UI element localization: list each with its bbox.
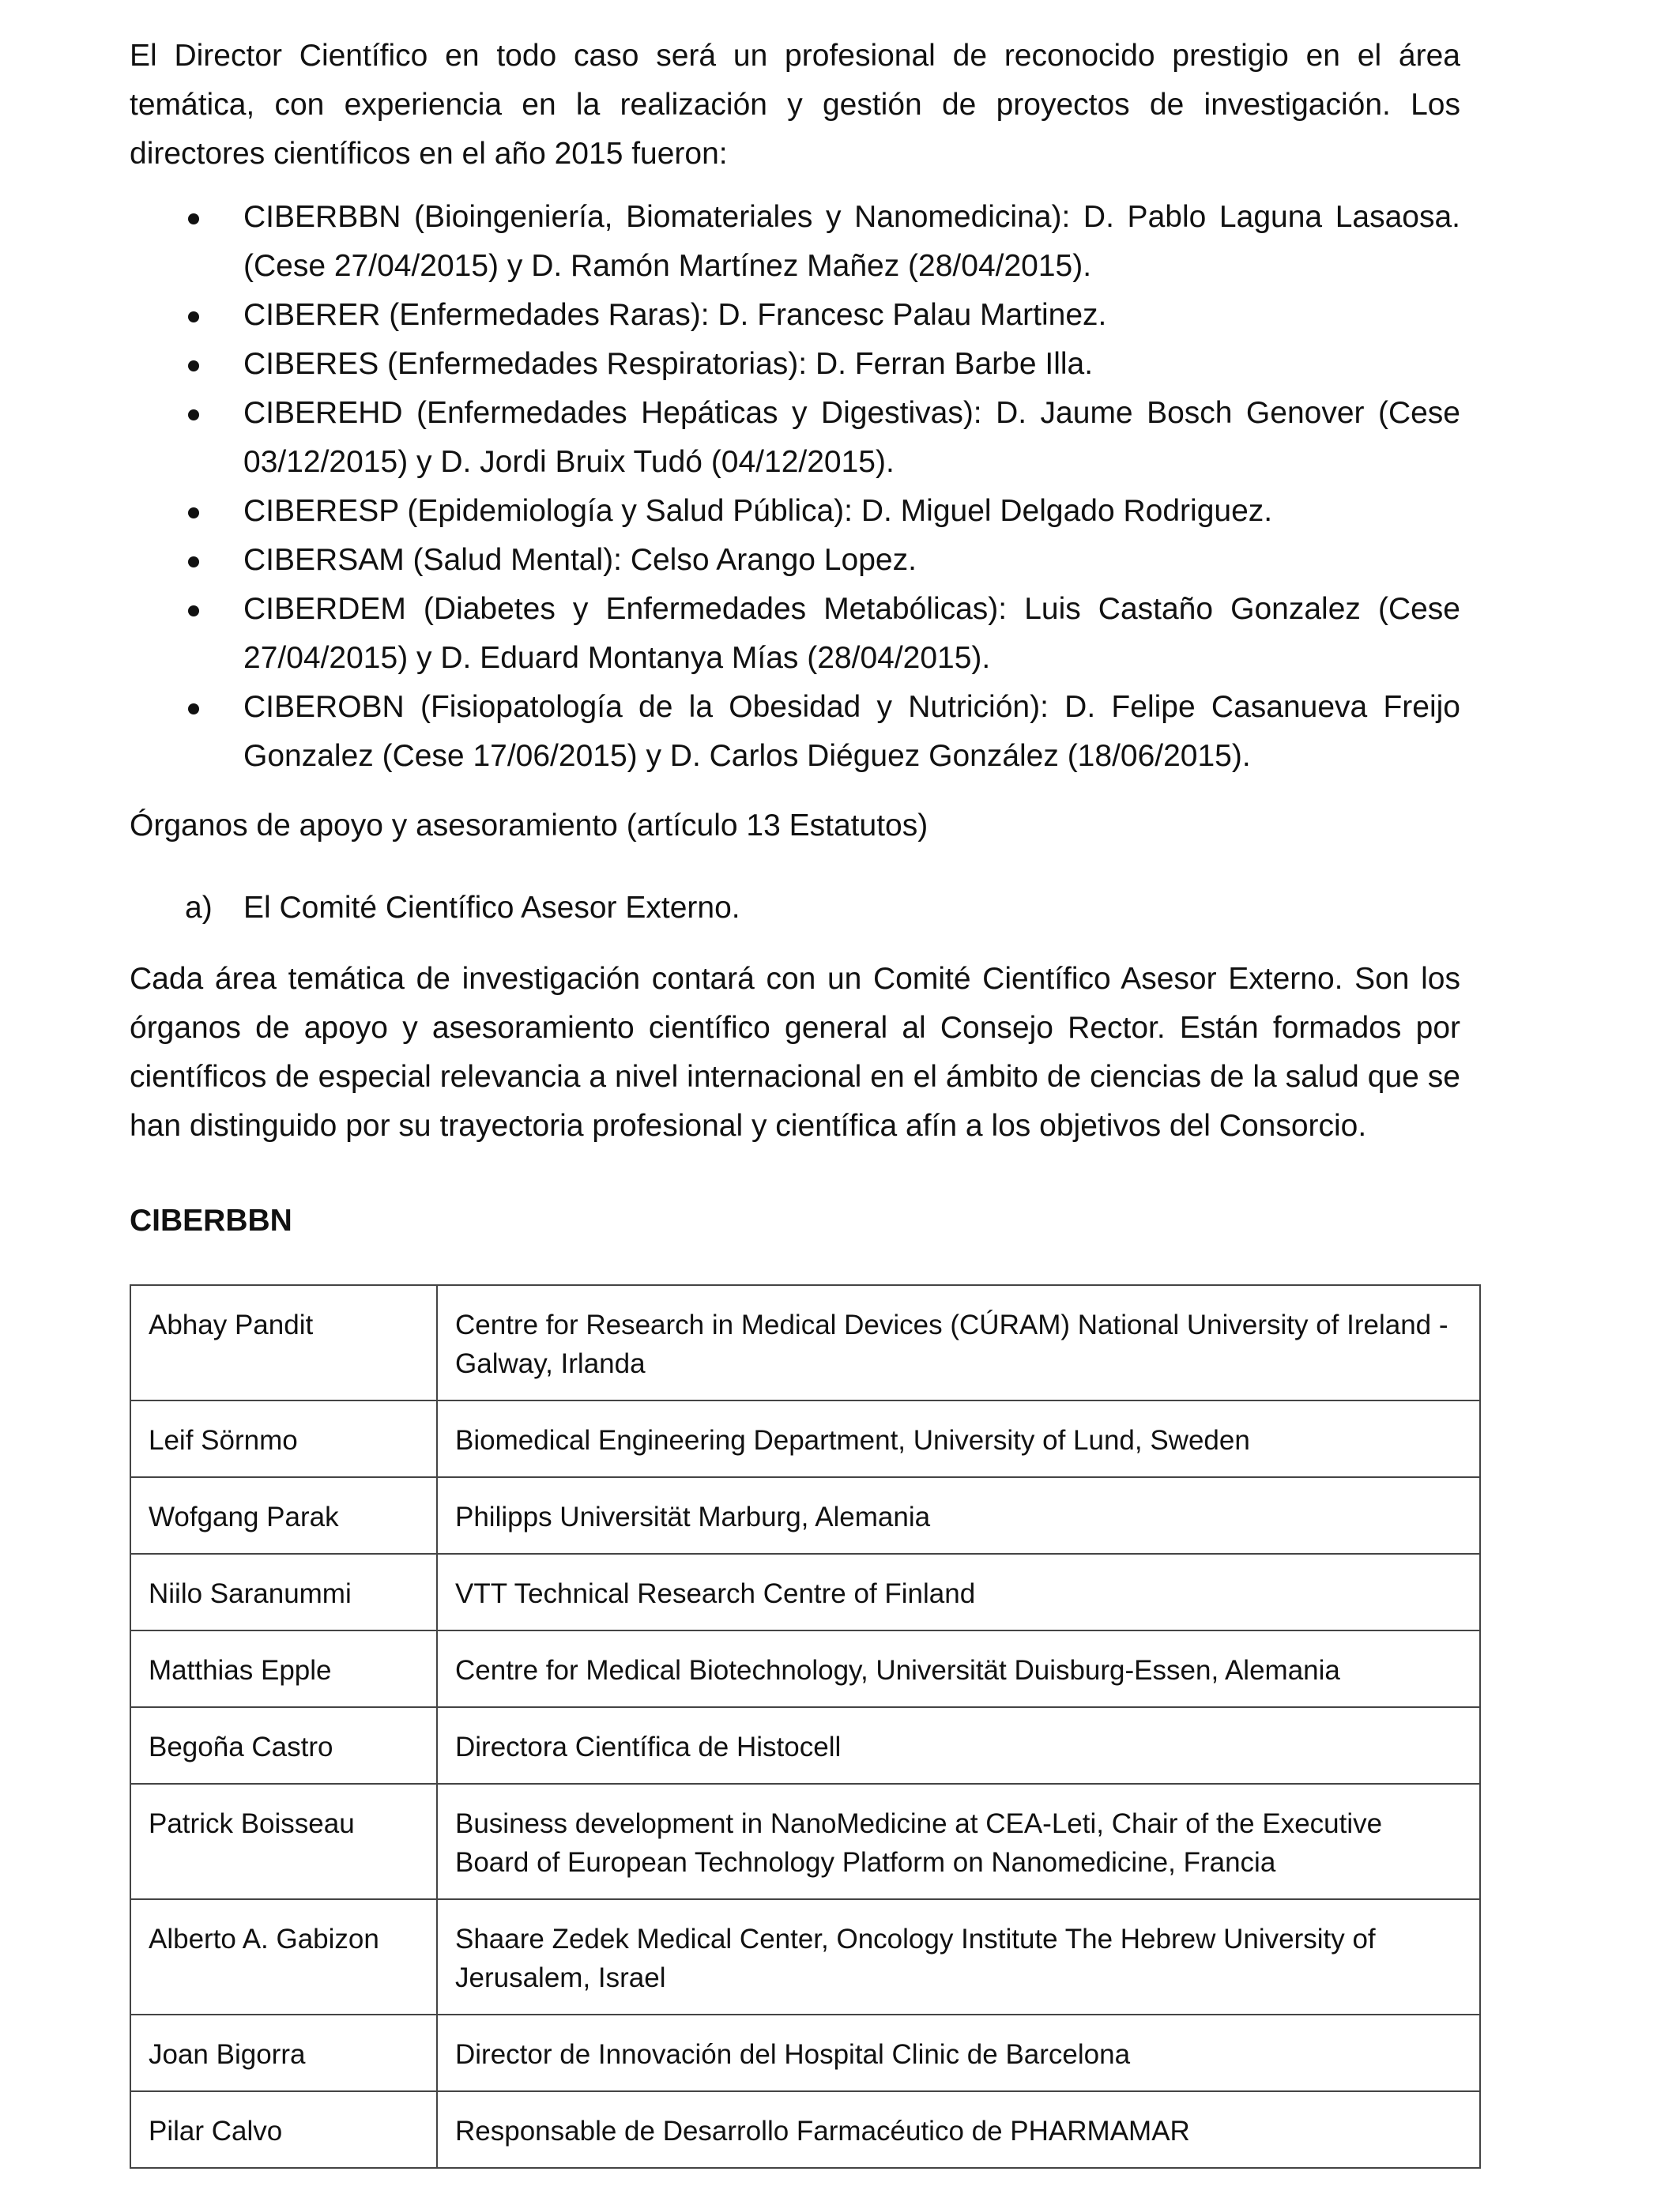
organos-title: Órganos de apoyo y asesoramiento (artículo 13 Estatutos) xyxy=(130,809,929,843)
list-item-text: CIBEROBN (Fisiopatología de la Obesidad y Nutrición): D. Felipe Casanueva Freijo Gonzalez (Cese 17/06/2015) y D. Carlos Diéguez González (18/06/2015). xyxy=(243,690,1460,773)
member-name: Wofgang Parak xyxy=(130,1477,437,1554)
member-affiliation: Business development in NanoMedicine at CEA-Leti, Chair of the Executive Board of European Technology Platform on Nanomedicine, Francia xyxy=(437,1784,1480,1899)
list-item xyxy=(183,585,1460,683)
table-row xyxy=(130,1477,1480,1554)
table-row xyxy=(130,1400,1480,1477)
member-name: Joan Bigorra xyxy=(130,2015,437,2091)
bullet-icon xyxy=(188,556,199,567)
members-table xyxy=(130,1284,1481,2169)
table-row xyxy=(130,1554,1480,1630)
intro-paragraph: El Director Científico en todo caso será un profesional de reconocido prestigio en el área temática, con experiencia en la realización y gestión de proyectos de investigación. Los directores científicos en el año 2015 fueron: xyxy=(130,39,1460,171)
member-name: Matthias Epple xyxy=(130,1630,437,1707)
member-affiliation: Centre for Medical Biotechnology, Universität Duisburg-Essen, Alemania xyxy=(437,1630,1480,1707)
sub-item-text: El Comité Científico Asesor Externo. xyxy=(243,891,740,925)
list-item-text: CIBERER (Enfermedades Raras): D. Francesc Palau Martinez. xyxy=(243,298,1107,332)
member-name: Patrick Boisseau xyxy=(130,1784,437,1899)
member-name: Alberto A. Gabizon xyxy=(130,1899,437,2015)
bullet-icon xyxy=(188,703,199,714)
list-item-text: CIBERBBN (Bioingeniería, Biomateriales y Nanomedicina): D. Pablo Laguna Lasaosa. (Cese 27/04/2015) y D. Ramón Martínez Mañez (28/04/2015). xyxy=(243,200,1460,283)
table-row xyxy=(130,1784,1480,1899)
list-item xyxy=(183,536,1460,585)
bullet-icon xyxy=(188,360,199,371)
list-item xyxy=(183,291,1460,340)
list-item xyxy=(183,487,1460,536)
list-item-text: CIBEREHD (Enfermedades Hepáticas y Digestivas): D. Jaume Bosch Genover (Cese 03/12/2015) y D. Jordi Bruix Tudó (04/12/2015). xyxy=(243,396,1460,479)
list-item xyxy=(183,193,1460,291)
member-name: Pilar Calvo xyxy=(130,2091,437,2168)
list-item-text: CIBERESP (Epidemiología y Salud Pública): D. Miguel Delgado Rodriguez. xyxy=(243,494,1273,528)
member-affiliation: Biomedical Engineering Department, University of Lund, Sweden xyxy=(437,1400,1480,1477)
bullet-icon xyxy=(188,605,199,616)
member-affiliation: VTT Technical Research Centre of Finland xyxy=(437,1554,1480,1630)
directors-list xyxy=(183,193,1460,781)
list-item xyxy=(183,683,1460,781)
list-item-text: CIBERSAM (Salud Mental): Celso Arango Lopez. xyxy=(243,543,917,577)
member-name: Leif Sörnmo xyxy=(130,1400,437,1477)
member-affiliation: Shaare Zedek Medical Center, Oncology Institute The Hebrew University of Jerusalem, Israel xyxy=(437,1899,1480,2015)
table-row xyxy=(130,1630,1480,1707)
member-affiliation: Director de Innovación del Hospital Clinic de Barcelona xyxy=(437,2015,1480,2091)
sub-item-marker: a) xyxy=(185,891,213,925)
list-item xyxy=(183,389,1460,487)
member-affiliation: Directora Científica de Histocell xyxy=(437,1707,1480,1784)
sub-item-a xyxy=(185,884,740,933)
list-item xyxy=(183,340,1460,389)
list-item-text: CIBERES (Enfermedades Respiratorias): D. Ferran Barbe Illa. xyxy=(243,347,1094,381)
section-heading: CIBERBBN xyxy=(130,1204,292,1238)
member-affiliation: Centre for Research in Medical Devices (CÚRAM) National University of Ireland - Galway, Irlanda xyxy=(437,1285,1480,1400)
table-row xyxy=(130,1707,1480,1784)
member-affiliation: Philipps Universität Marburg, Alemania xyxy=(437,1477,1480,1554)
member-name: Begoña Castro xyxy=(130,1707,437,1784)
bullet-icon xyxy=(188,311,199,322)
table-row xyxy=(130,2091,1480,2168)
member-name: Niilo Saranummi xyxy=(130,1554,437,1630)
bullet-icon xyxy=(188,409,199,420)
table-row xyxy=(130,1285,1480,1400)
list-item-text: CIBERDEM (Diabetes y Enfermedades Metabólicas): Luis Castaño Gonzalez (Cese 27/04/2015) y D. Eduard Montanya Mías (28/04/2015). xyxy=(243,592,1460,675)
comite-paragraph: Cada área temática de investigación contará con un Comité Científico Asesor Externo. Son los órganos de apoyo y asesoramiento científico general al Consejo Rector. Están formados por científicos de especial relevancia a nivel internacional en el ámbito de ciencias de la salud que se han distinguido por su trayectoria profesional y científica afín a los objetivos del Consorcio. xyxy=(130,962,1460,1143)
bullet-icon xyxy=(188,213,199,224)
member-name: Abhay Pandit xyxy=(130,1285,437,1400)
bullet-icon xyxy=(188,507,199,518)
table-row xyxy=(130,2015,1480,2091)
member-affiliation: Responsable de Desarrollo Farmacéutico de PHARMAMAR xyxy=(437,2091,1480,2168)
table-row xyxy=(130,1899,1480,2015)
